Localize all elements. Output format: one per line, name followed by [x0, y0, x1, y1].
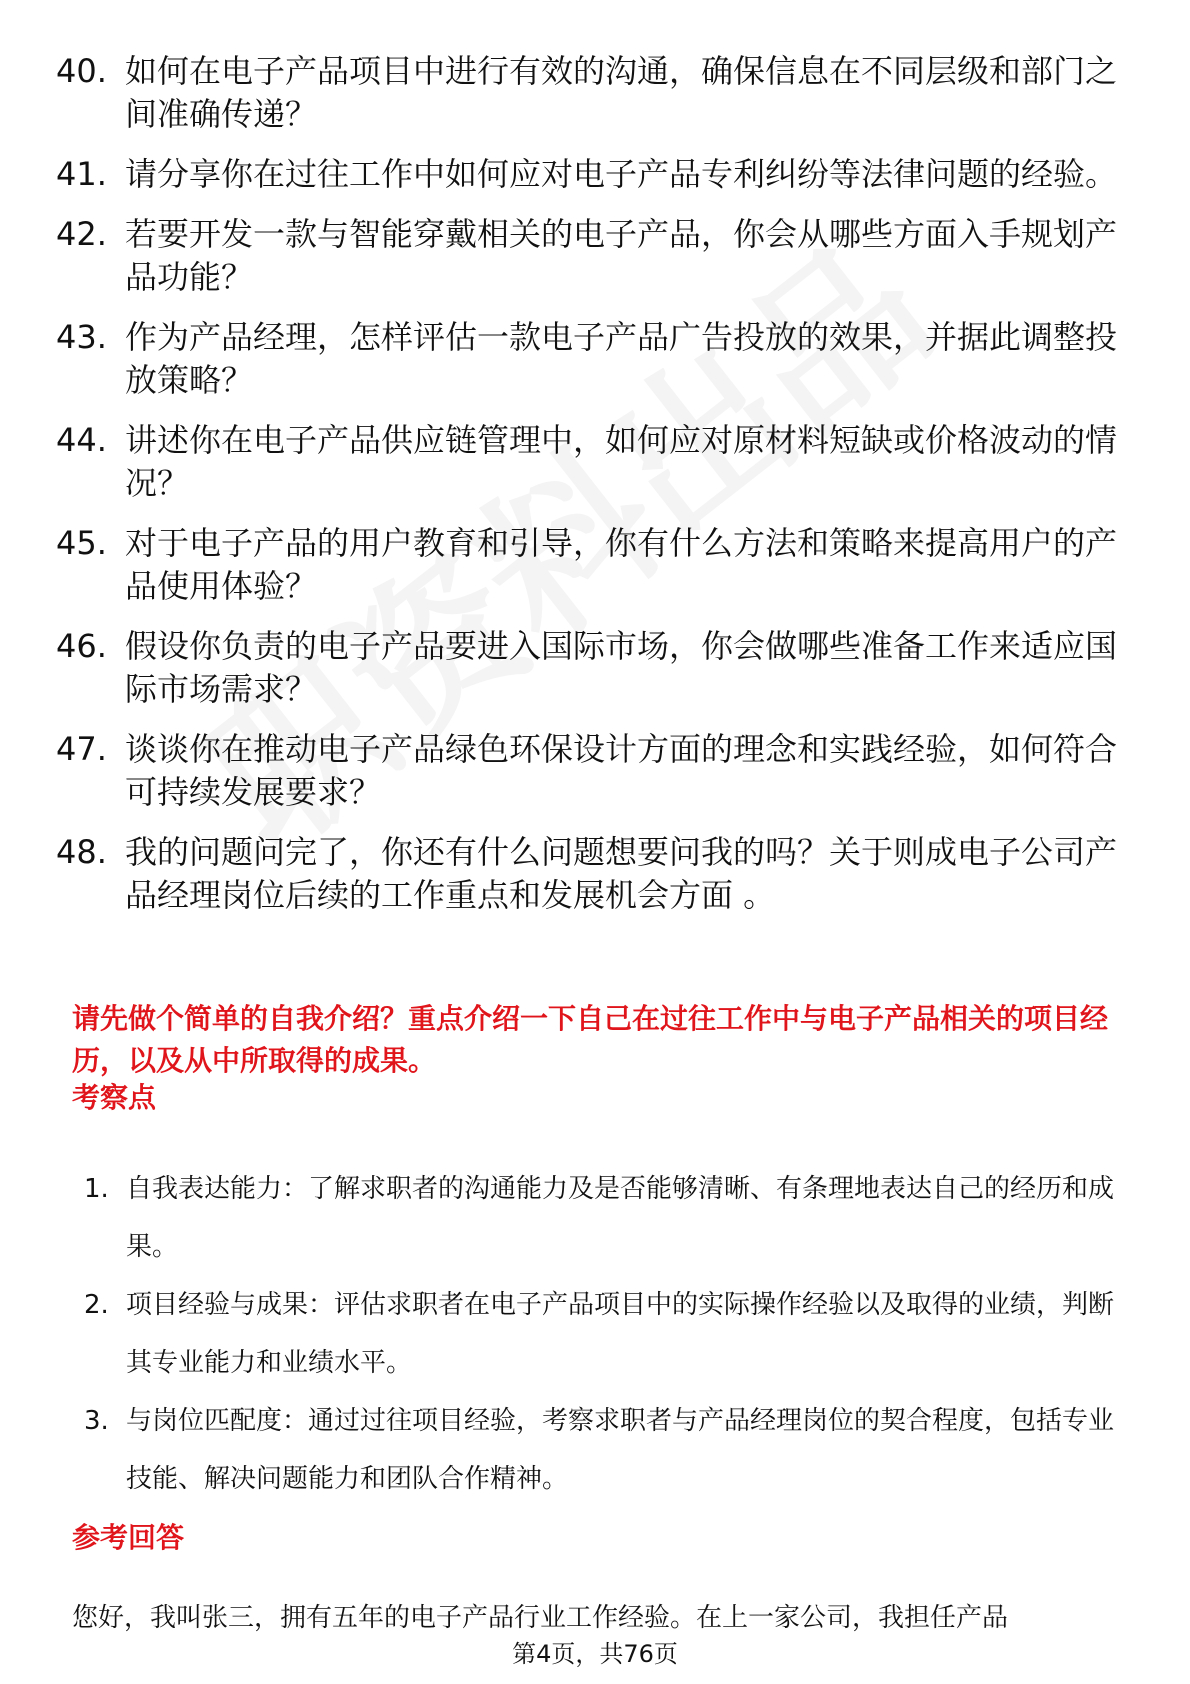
question-number: 47.: [56, 730, 107, 768]
question-item: [56, 153, 1136, 196]
question-text: 假设你负责的电子产品要进入国际市场，你会做哪些准备工作来适应国际市场需求？: [125, 627, 1118, 708]
point-text: 自我表达能力：了解求职者的沟通能力及是否能够清晰、有条理地表达自己的经历和成果。: [126, 1174, 1115, 1262]
question-number: 43.: [56, 318, 107, 356]
question-item: [56, 316, 1136, 402]
assessment-points-list: [84, 1160, 1134, 1508]
question-number: 41.: [56, 155, 107, 193]
section-question-heading: 请先做个简单的自我介绍？重点介绍一下自己在过往工作中与电子产品相关的项目经历，以及从中所取得的成果。: [72, 1002, 1109, 1077]
assessment-point: [84, 1392, 1134, 1508]
answer-label: 参考回答: [72, 1521, 185, 1554]
question-text: 如何在电子产品项目中进行有效的沟通，确保信息在不同层级和部门之间准确传递？: [125, 52, 1118, 133]
question-item: [56, 625, 1136, 711]
question-list: [56, 50, 1136, 934]
points-label: 考察点: [72, 1081, 157, 1114]
question-item: [56, 50, 1136, 136]
page-number: 第4页，共76页: [0, 1638, 1190, 1670]
question-number: 42.: [56, 215, 107, 253]
question-text: 对于电子产品的用户教育和引导，你有什么方法和策略来提高用户的产品使用体验？: [125, 524, 1118, 605]
question-number: 40.: [56, 52, 107, 90]
point-text: 项目经验与成果：评估求职者在电子产品项目中的实际操作经验以及取得的业绩，判断其专业能力和业绩水平。: [126, 1290, 1115, 1378]
question-number: 44.: [56, 421, 107, 459]
assessment-point: [84, 1276, 1134, 1392]
question-item: [56, 213, 1136, 299]
question-item: [56, 831, 1136, 917]
question-number: 45.: [56, 524, 107, 562]
question-text: 请分享你在过往工作中如何应对电子产品专利纠纷等法律问题的经验。: [125, 155, 1118, 193]
question-item: [56, 419, 1136, 505]
point-number: 3.: [84, 1406, 109, 1436]
question-number: 48.: [56, 833, 107, 871]
question-text: 谈谈你在推动电子产品绿色环保设计方面的理念和实践经验，如何符合可持续发展要求？: [125, 730, 1118, 811]
question-text: 作为产品经理，怎样评估一款电子产品广告投放的效果，并据此调整投放策略？: [125, 318, 1118, 399]
point-number: 1.: [84, 1174, 109, 1204]
question-number: 46.: [56, 627, 107, 665]
reference-answer-text: 您好，我叫张三，拥有五年的电子产品行业工作经验。在上一家公司，我担任产品: [72, 1603, 1009, 1633]
question-item: [56, 728, 1136, 814]
question-text: 我的问题问完了，你还有什么问题想要问我的吗？关于则成电子公司产品经理岗位后续的工作重点和发展机会方面 。: [125, 833, 1118, 914]
point-text: 与岗位匹配度：通过过往项目经验，考察求职者与产品经理岗位的契合程度，包括专业技能、解决问题能力和团队合作精神。: [126, 1406, 1115, 1494]
question-text: 讲述你在电子产品供应链管理中，如何应对原材料短缺或价格波动的情况？: [125, 421, 1118, 502]
point-number: 2.: [84, 1290, 109, 1320]
assessment-point: [84, 1160, 1134, 1276]
question-item: [56, 522, 1136, 608]
question-text: 若要开发一款与智能穿戴相关的电子产品，你会从哪些方面入手规划产品功能？: [125, 215, 1118, 296]
